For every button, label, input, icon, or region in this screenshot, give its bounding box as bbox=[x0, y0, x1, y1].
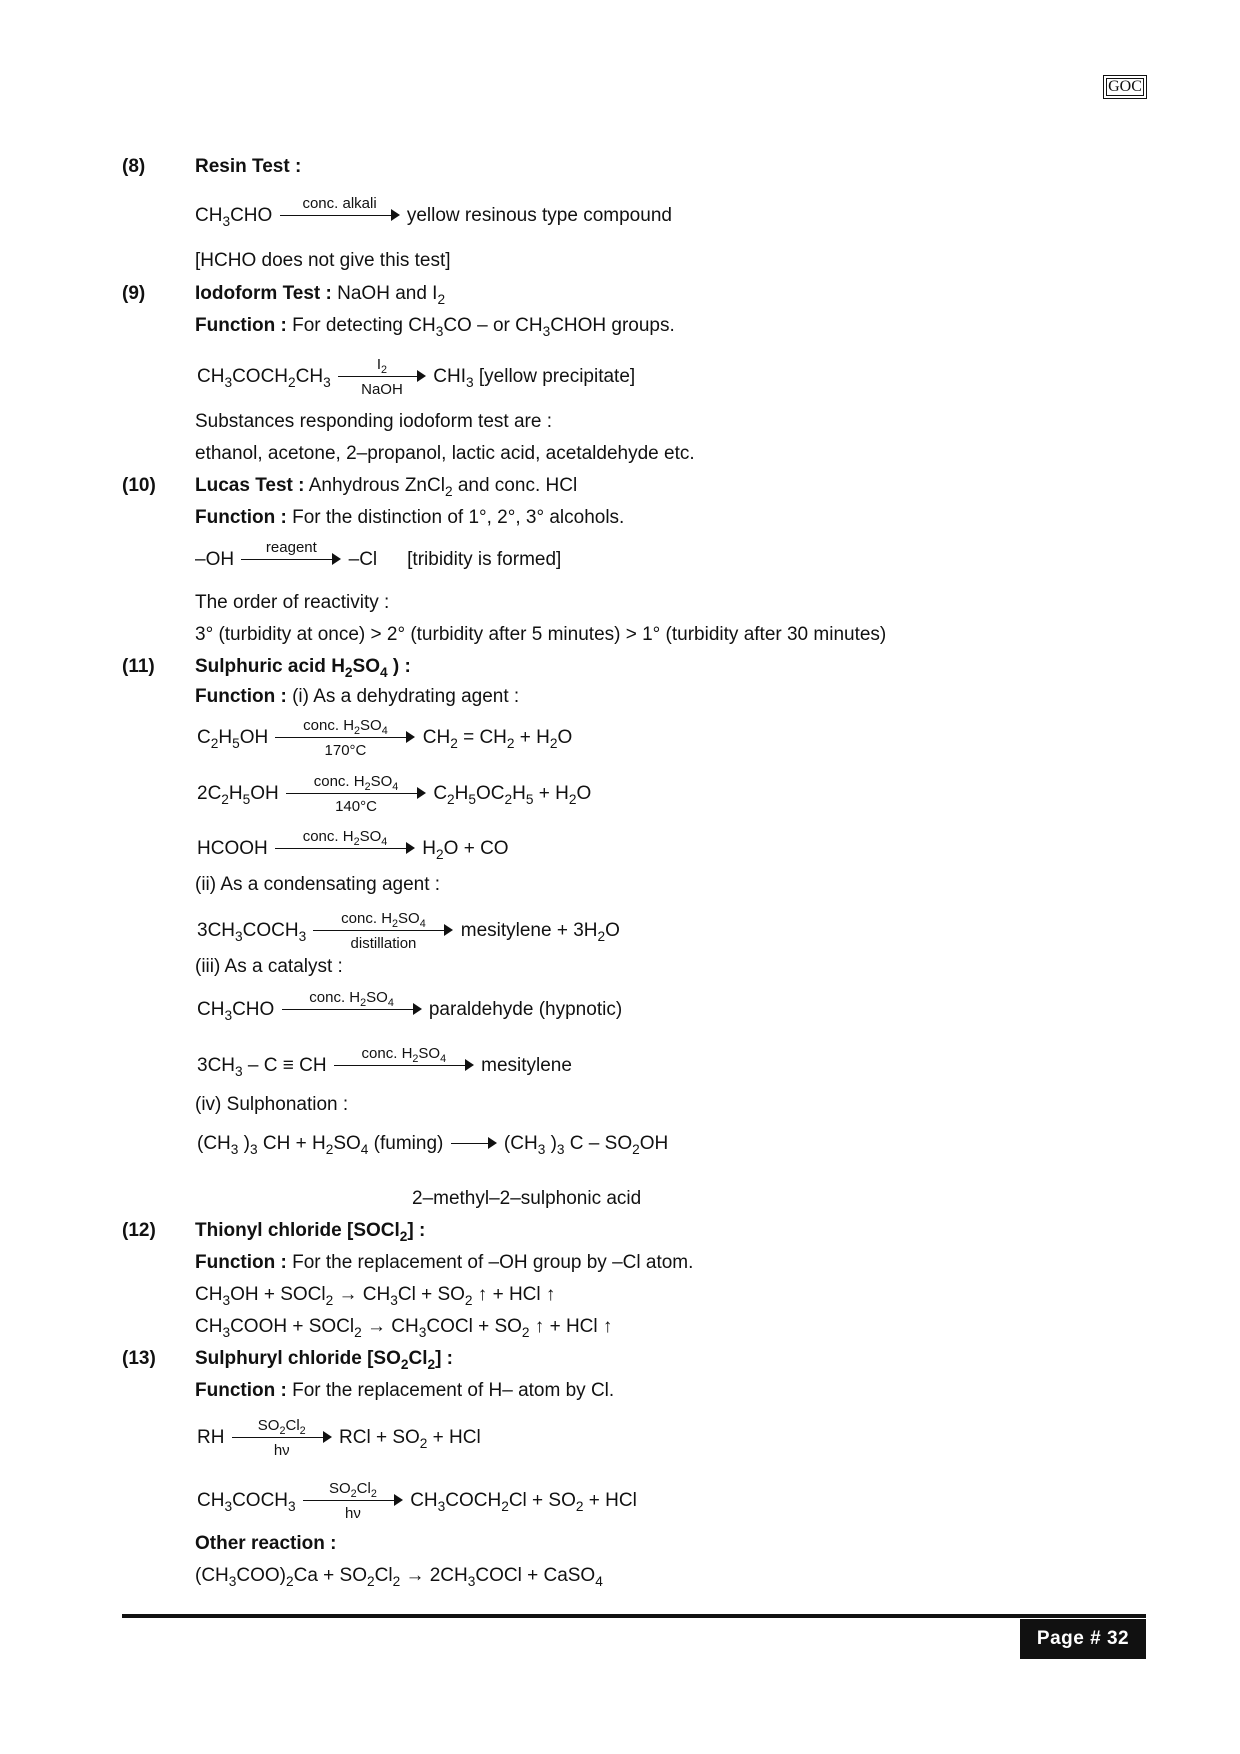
reaction-arrow: conc. $H_2SO_4$ bbox=[334, 1046, 474, 1086]
reaction-arrow: conc. $H_2SO_4$ bbox=[275, 829, 415, 869]
reaction-arrow bbox=[451, 1134, 497, 1154]
resin-test-title: Resin Test : bbox=[195, 156, 302, 177]
footer-rule bbox=[122, 1614, 1146, 1618]
thionyl-chloride-title: Thionyl chloride [SOCl$_2$] : bbox=[195, 1220, 426, 1244]
reaction-arrow: $\frac{SO_2Cl_2}{h\nu}$ bbox=[303, 1481, 403, 1521]
condensation-equation: $3CH_3COCH_3$ conc. $H_2SO_4$ distillation mesitylene + $3H_2O$ bbox=[197, 910, 620, 952]
catalyst-label: (iii) As a catalyst : bbox=[195, 956, 343, 977]
iodoform-responders-list: ethanol, acetone, 2–propanol, lactic acid, acetaldehyde etc. bbox=[195, 443, 695, 464]
iodoform-function: Function : For detecting $CH_3CO$ – or $CH_3CHOH$ groups. bbox=[195, 315, 675, 339]
other-reaction-equation: $(CH_3COO)_2Ca + SO_2Cl_2$ → $2CH_3COCl$ + CaSO$_4$ bbox=[195, 1565, 603, 1589]
reaction-arrow: conc. $H_2SO_4$ 170°C bbox=[275, 718, 415, 758]
dehydration-equation-2: $2C_2H_5OH$ conc. $H_2SO_4$ 140°C $C_2H_5OC_2H_5 + H_2O$ bbox=[197, 773, 592, 815]
iodoform-responders-label: Substances responding iodoform test are : bbox=[195, 411, 552, 432]
sulphuryl-chloride-title: Sulphuryl chloride $[SO_2Cl_2]$ : bbox=[195, 1348, 454, 1372]
reaction-arrow: conc. alkali bbox=[280, 196, 400, 236]
sulphonation-label: (iv) Sulphonation : bbox=[195, 1094, 349, 1115]
catalyst-equation-1: $CH_3CHO$ conc. $H_2SO_4$ paraldehyde (hypnotic) bbox=[197, 990, 622, 1030]
section-number-11: (11) bbox=[122, 656, 155, 677]
thionyl-function: Function : For the replacement of –OH group by –Cl atom. bbox=[195, 1252, 694, 1273]
section-number-13: (13) bbox=[122, 1348, 156, 1369]
other-reaction-label: Other reaction : bbox=[195, 1533, 337, 1554]
catalyst-equation-2: $3CH_3$ – C ≡ CH conc. $H_2SO_4$ mesitylene bbox=[197, 1046, 572, 1086]
sulphuryl-equation-2: $CH_3COCH_3$ $\frac{SO_2Cl_2}{h\nu}$ $CH_3COCH_2Cl + SO_2$ + HCl bbox=[197, 1480, 637, 1522]
sulphuric-function: Function : (i) As a dehydrating agent : bbox=[195, 686, 520, 707]
resin-test-note: [HCHO does not give this test] bbox=[195, 250, 451, 271]
thionyl-equation-2: $CH_3COOH$ + SOCl$_2$ → $CH_3COCl + SO_2$ ↑ + HCl ↑ bbox=[195, 1316, 613, 1340]
sulphonation-equation: ($CH_3$ )$_3$ CH + $H_2SO_4$ (fuming) ($CH_3$ )$_3$ C – $SO_2OH$ bbox=[197, 1133, 669, 1157]
lucas-test-title: Lucas Test : Anhydrous ZnCl$_2$ and conc. HCl bbox=[195, 475, 578, 499]
reaction-arrow: conc. $H_2SO_4$ bbox=[282, 990, 422, 1030]
iodoform-equation: $CH_3COCH_2CH_3$ $I_2$ NaOH $CHI_3$ [yellow precipitate] bbox=[197, 356, 636, 398]
reaction-arrow: reagent bbox=[241, 540, 341, 580]
resin-test-equation: $CH_3CHO$ conc. alkali yellow resinous type compound bbox=[195, 196, 672, 236]
sulphuryl-equation-1: RH $\frac{SO_2Cl_2}{h\nu}$ RCl + $SO_2$ + HCl bbox=[197, 1417, 481, 1459]
sulphonation-product-name: 2–methyl–2–sulphonic acid bbox=[412, 1188, 642, 1209]
section-number-12: (12) bbox=[122, 1220, 156, 1241]
reaction-arrow: conc. $H_2SO_4$ 140°C bbox=[286, 774, 426, 814]
section-number-8: (8) bbox=[122, 156, 146, 177]
section-number-9: (9) bbox=[122, 283, 146, 304]
section-number-10: (10) bbox=[122, 475, 156, 496]
sulphuryl-function: Function : For the replacement of H– atom by Cl. bbox=[195, 1380, 615, 1401]
reaction-arrow: conc. $H_2SO_4$ distillation bbox=[313, 911, 453, 951]
lucas-function: Function : For the distinction of 1°, 2°, 3° alcohols. bbox=[195, 507, 625, 528]
lucas-equation: –OH reagent –Cl [tribidity is formed] bbox=[195, 540, 561, 580]
lucas-order-list: 3° (turbidity at once) > 2° (turbidity after 5 minutes) > 1° (turbidity after 30 minutes) bbox=[195, 624, 887, 645]
lucas-order-label: The order of reactivity : bbox=[195, 592, 390, 613]
dehydration-equation-3: HCOOH conc. $H_2SO_4$ $H_2O$ + CO bbox=[197, 829, 509, 869]
reaction-arrow: $\frac{SO_2Cl_2}{h\nu}$ bbox=[232, 1418, 332, 1458]
condensating-agent-label: (ii) As a condensating agent : bbox=[195, 874, 441, 895]
reaction-arrow: $I_2$ NaOH bbox=[338, 357, 426, 397]
sulphuric-acid-title: Sulphuric acid $H_2SO_4$ ) : bbox=[195, 656, 411, 680]
goc-badge: GOC bbox=[1103, 75, 1147, 99]
dehydration-equation-1: $C_2H_5OH$ conc. $H_2SO_4$ 170°C $CH_2 = CH_2 + H_2O$ bbox=[197, 717, 573, 759]
page-number: Page # 32 bbox=[1020, 1619, 1146, 1659]
iodoform-test-title: Iodoform Test : NaOH and $I_2$ bbox=[195, 283, 446, 307]
thionyl-equation-1: $CH_3OH$ + SOCl$_2$ → $CH_3Cl + SO_2$ ↑ + HCl ↑ bbox=[195, 1284, 556, 1308]
